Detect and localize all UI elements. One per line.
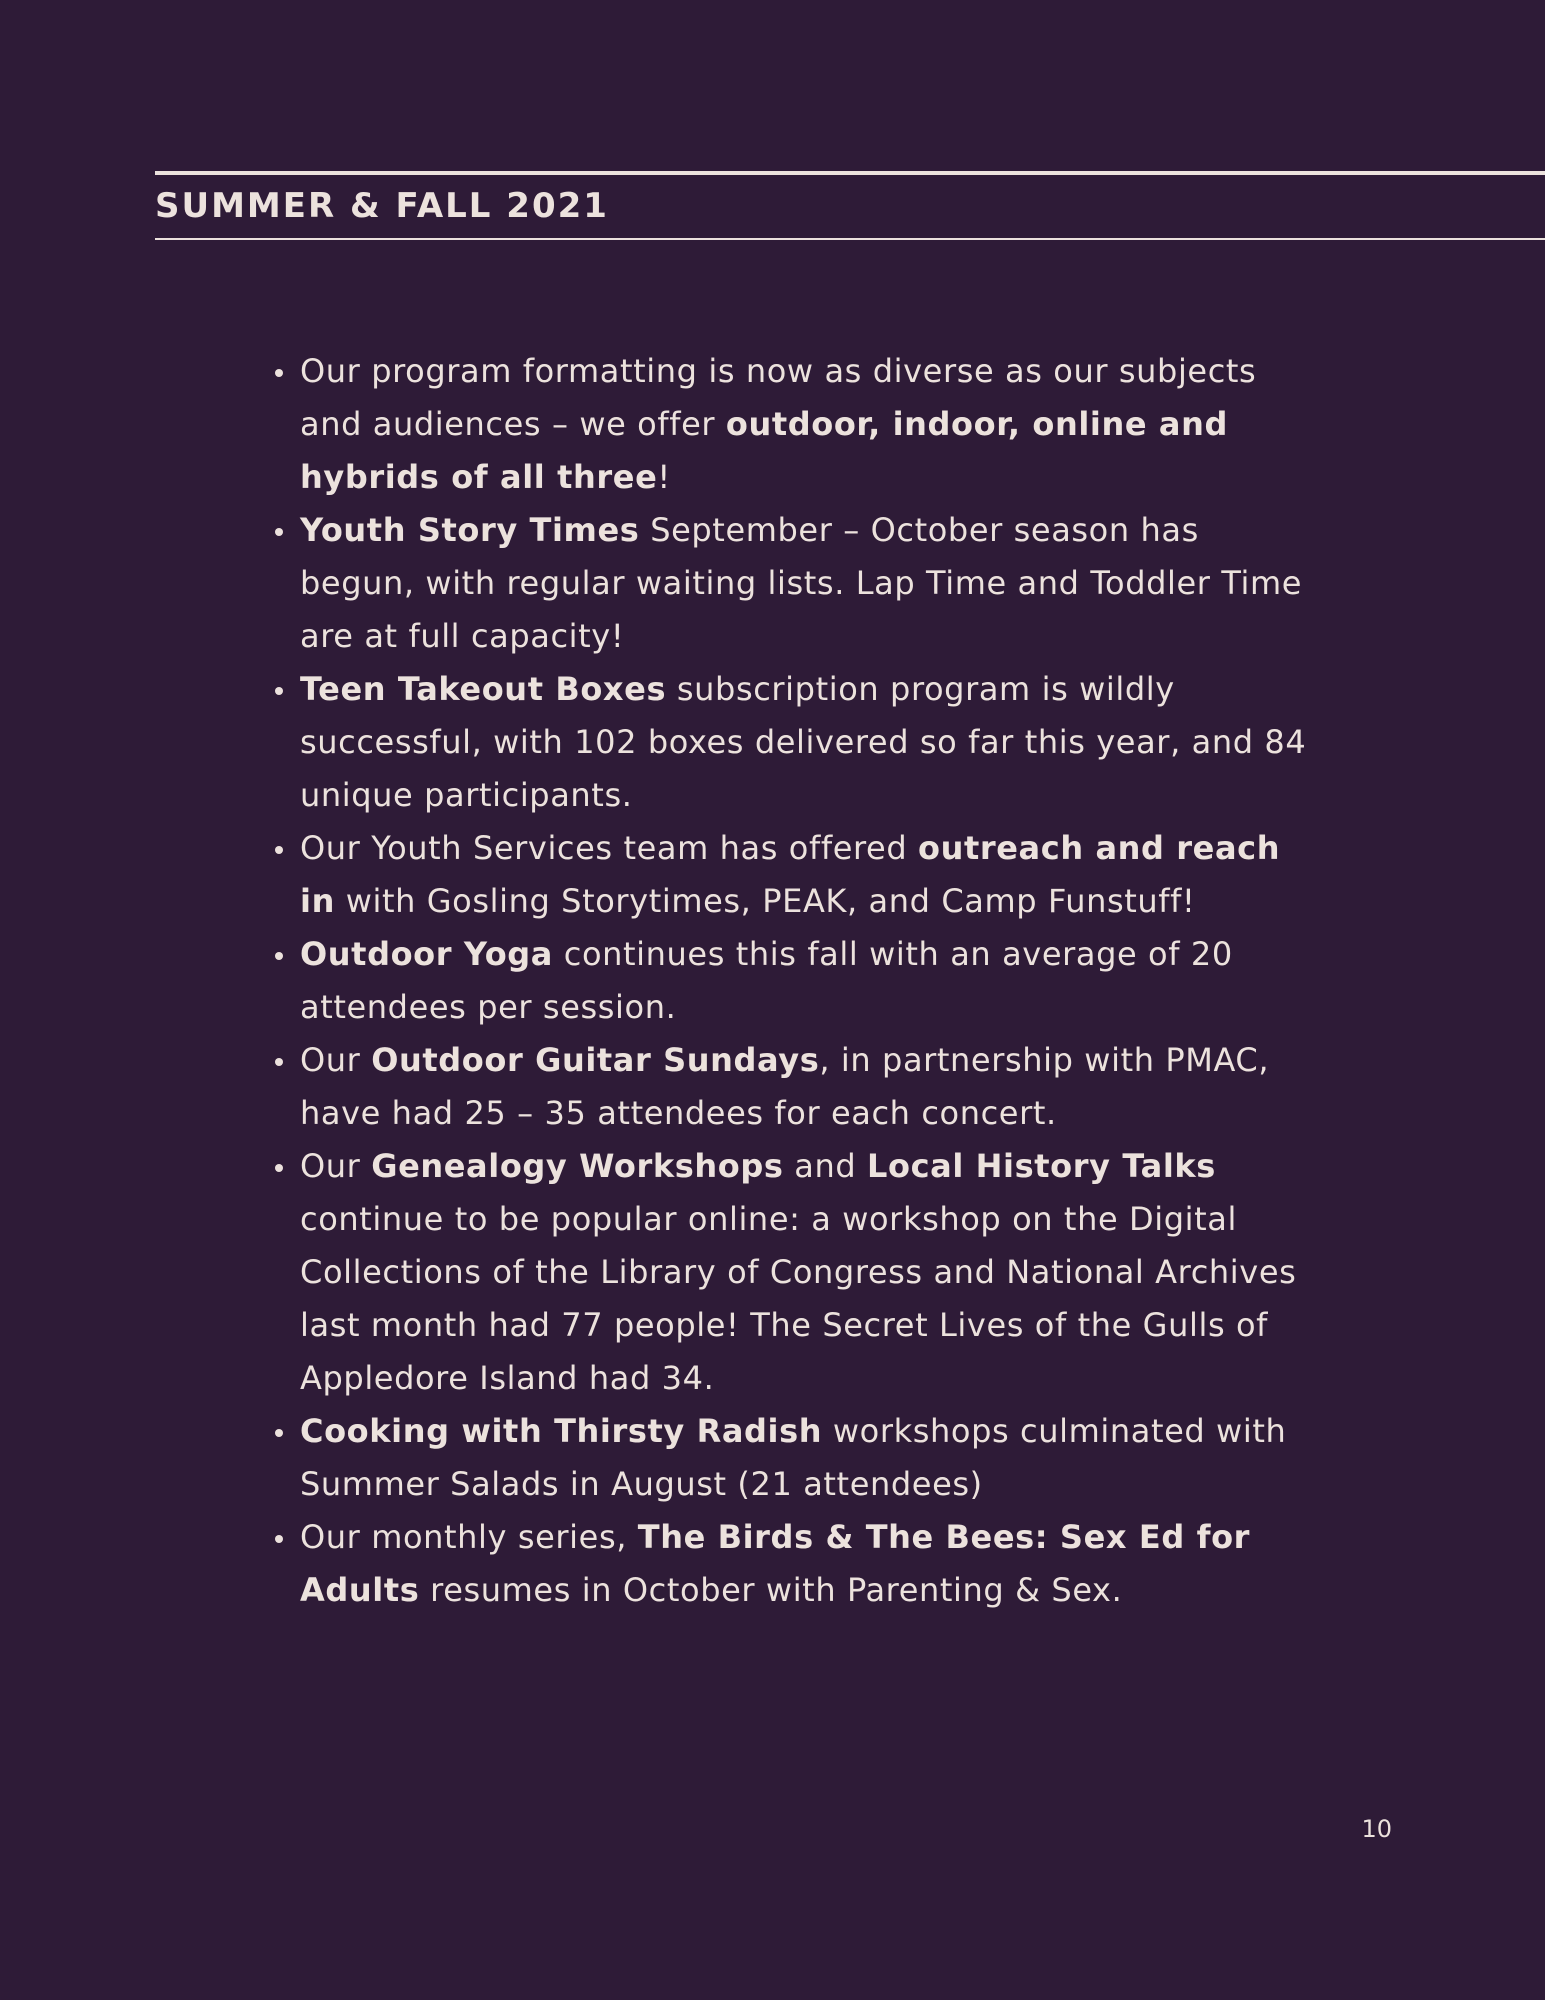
list-item: Cooking with Thirsty Radish workshops culminated with Summer Salads in August (21 attendees) xyxy=(300,1405,1320,1511)
list-item: Our monthly series, The Birds & The Bees: Sex Ed for Adults resumes in October with Parenting & Sex. xyxy=(300,1511,1320,1617)
highlights-list xyxy=(300,345,1320,1617)
header-rule-top xyxy=(155,171,1545,175)
list-item: Teen Takeout Boxes subscription program is wildly successful, with 102 boxes delivered so far this year, and 84 unique participants. xyxy=(300,663,1320,822)
list-item: Our Youth Services team has offered outreach and reach in with Gosling Storytimes, PEAK, and Camp Funstuff! xyxy=(300,822,1320,928)
section-title: SUMMER & FALL 2021 xyxy=(155,186,609,226)
list-item: Our Outdoor Guitar Sundays, in partnership with PMAC, have had 25 – 35 attendees for each concert. xyxy=(300,1034,1320,1140)
page-number: 10 xyxy=(1361,1815,1392,1843)
list-item: Youth Story Times September – October season has begun, with regular waiting lists. Lap Time and Toddler Time are at full capacity! xyxy=(300,504,1320,663)
list-item: Our Genealogy Workshops and Local History Talks continue to be popular online: a workshop on the Digital Collections of the Library of Congress and National Archives last month had 77 people! The Secret Lives of the Gulls of Appledore Island had 34. xyxy=(300,1140,1320,1405)
list-item: Our program formatting is now as diverse as our subjects and audiences – we offer outdoor, indoor, online and hybrids of all three! xyxy=(300,345,1320,504)
list-item: Outdoor Yoga continues this fall with an average of 20 attendees per session. xyxy=(300,928,1320,1034)
header-rule-bottom xyxy=(155,238,1545,240)
